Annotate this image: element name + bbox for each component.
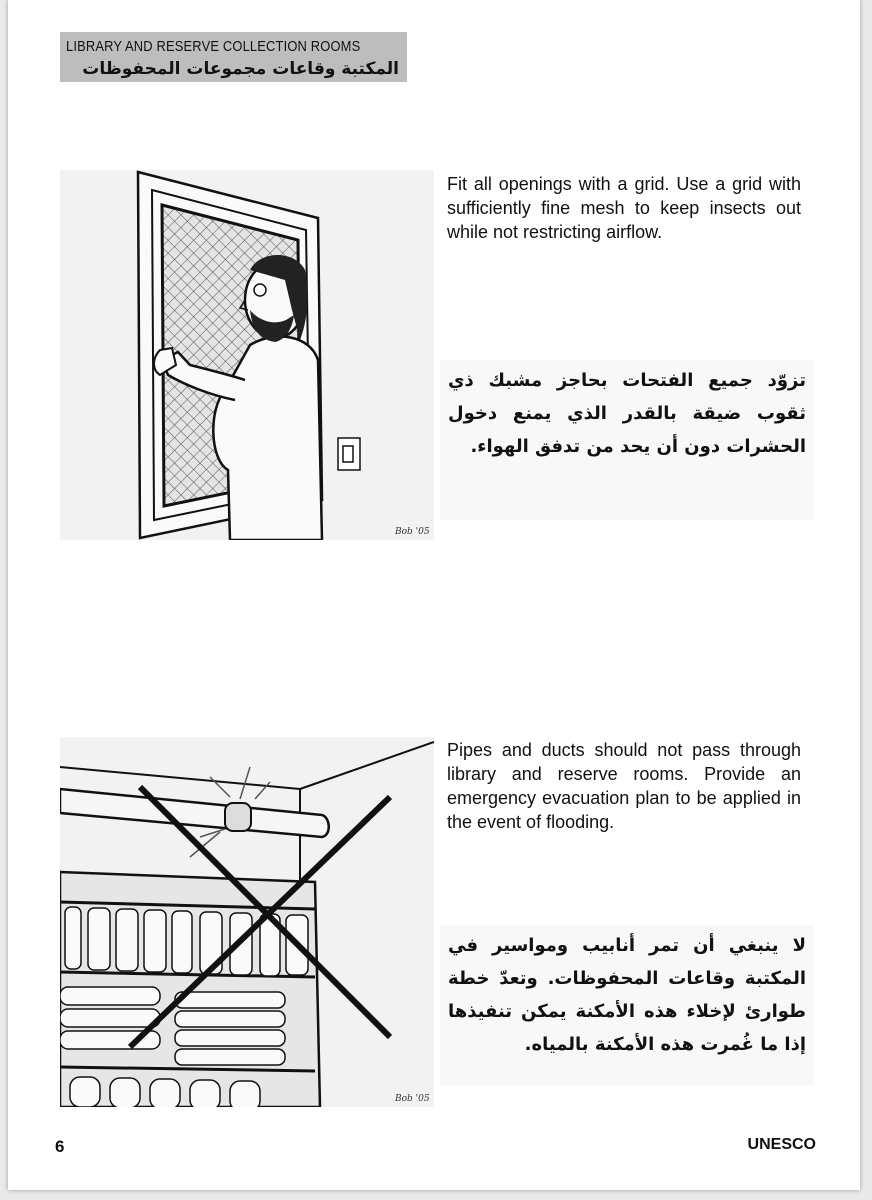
illustration-window-grid bbox=[60, 170, 434, 540]
paragraph-grid-en: Fit all openings with a grid. Use a grid with sufficiently fine mesh to keep insects out while not restricting airflow. bbox=[447, 174, 801, 242]
header-title-en: LIBRARY AND RESERVE COLLECTION ROOMS bbox=[66, 38, 361, 55]
pipes-drawing bbox=[60, 737, 434, 1107]
illustration-pipes-crossed bbox=[60, 737, 434, 1107]
paragraph-grid-ar: تزوّد جميع الفتحات بحاجز مشبك ذي ثقوب ضيقة بالقدر الذي يمنع دخول الحشرات دون أن يحد من تدفق الهواء. bbox=[440, 360, 814, 520]
paragraph-pipes-en: Pipes and ducts should not pass through library and reserve rooms. Provide an emergency evacuation plan to be applied in the event of flooding. bbox=[447, 740, 801, 832]
illustration-signature-2: Bob '05 bbox=[395, 1094, 430, 1104]
window-grid-drawing bbox=[60, 170, 434, 540]
header-title-ar: المكتبة وقاعات مجموعات المحفوظات bbox=[82, 59, 399, 79]
illustration-signature-1: Bob '05 bbox=[395, 527, 430, 537]
paragraph-pipes-ar: لا ينبغي أن تمر أنابيب ومواسير في المكتبة وقاعات المحفوظات. وتعدّ خطة طوارئ لإخلاء هذه الأمكنة يمكن تنفيذها إذا ما غُمرت هذه الأمكنة بالمياه. bbox=[440, 925, 814, 1085]
page-number: 6 bbox=[55, 1137, 65, 1156]
section-header bbox=[60, 32, 407, 82]
footer-organization: UNESCO bbox=[747, 1136, 816, 1153]
